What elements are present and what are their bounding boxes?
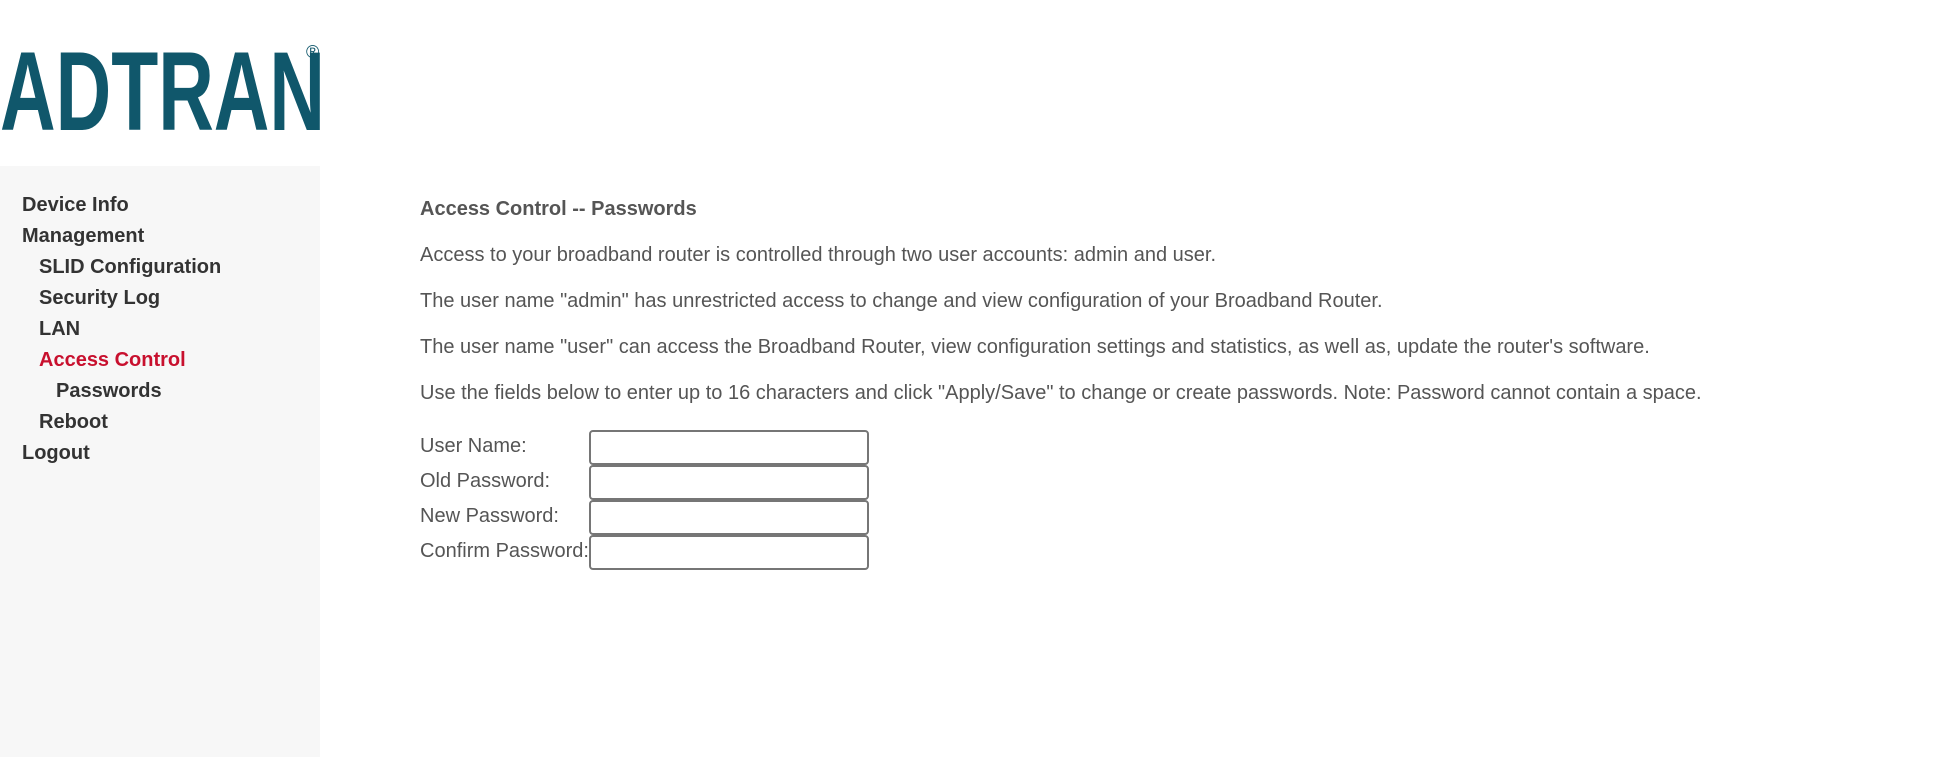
sidebar-item-security-log[interactable]: Security Log: [39, 287, 161, 309]
sidebar-item-logout[interactable]: Logout: [22, 442, 90, 464]
new-password-input[interactable]: [589, 500, 869, 535]
sidebar-item-passwords[interactable]: Passwords: [56, 380, 162, 402]
old-password-input[interactable]: [589, 465, 869, 500]
intro-paragraph-admin: The user name "admin" has unrestricted access to change and view configuration of your Broadband Router.: [420, 290, 1383, 312]
sidebar-item-access-control[interactable]: Access Control: [39, 349, 186, 371]
confirm-password-row: [420, 535, 920, 570]
user-name-row: [420, 430, 920, 465]
intro-paragraph-accounts: Access to your broadband router is controlled through two user accounts: admin and user.: [420, 244, 1217, 266]
adtran-logo-graphic: [0, 40, 330, 135]
sidebar-item-device-info[interactable]: Device Info: [22, 194, 129, 216]
old-password-row: [420, 465, 920, 500]
new-password-row: [420, 500, 920, 535]
page-title: Access Control -- Passwords: [420, 198, 697, 220]
adtran-logo: [0, 40, 330, 135]
sidebar-item-slid-configuration[interactable]: SLID Configuration: [39, 256, 222, 278]
confirm-password-input[interactable]: [589, 535, 869, 570]
user-name-label: User Name:: [420, 435, 527, 457]
new-password-label: New Password:: [420, 505, 559, 527]
sidebar-item-reboot[interactable]: Reboot: [39, 411, 108, 433]
old-password-label: Old Password:: [420, 470, 551, 492]
sidebar-nav: [0, 166, 320, 757]
sidebar-item-lan[interactable]: LAN: [39, 318, 81, 340]
intro-paragraph-user: The user name "user" can access the Broadband Router, view configuration settings and statistics, as well as, update the router's software.: [420, 336, 1650, 358]
registered-trademark: ®: [306, 42, 320, 62]
intro-paragraph-instructions: Use the fields below to enter up to 16 characters and click "Apply/Save" to change or create passwords. Note: Password cannot contain a space.: [420, 382, 1702, 404]
confirm-password-label: Confirm Password:: [420, 540, 589, 562]
logo-wordmark: ADTRAN: [0, 40, 325, 135]
main-content: [420, 0, 1920, 757]
user-name-input[interactable]: [589, 430, 869, 465]
sidebar-item-management[interactable]: Management: [22, 225, 145, 247]
